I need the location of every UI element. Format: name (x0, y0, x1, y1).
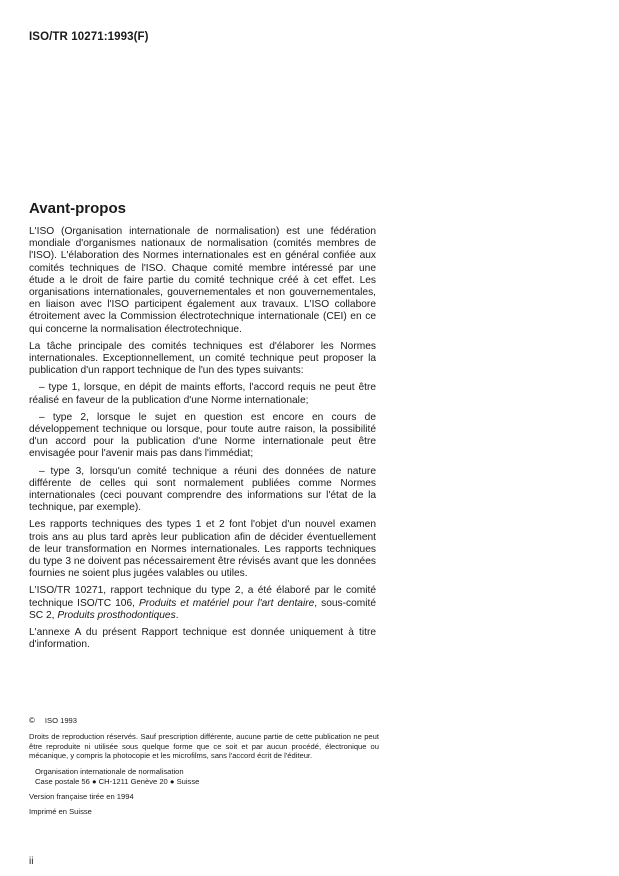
foreword-body (29, 226, 376, 657)
publisher-org: Organisation internationale de normalisation (35, 767, 184, 777)
list-item-type-3: – type 3, lorsqu'un comité technique a réuni des données de nature différente de celles qui sont normalement publiées comme Normes internationales (ceci pouvant comprendre des informations sur l'état de la technique, par exemple). (29, 465, 376, 514)
paragraph-committee (29, 585, 376, 622)
committee-name: Produits et matériel pour l'art dentaire (138, 597, 315, 609)
list-item-type-1: – type 1, lorsque, en dépit de maints efforts, l'accord requis ne peut être réalisé en faveur de la publication d'une Norme internationale; (29, 382, 376, 406)
copyright-text: ISO 1993 (44, 716, 77, 725)
copyright-footer (29, 716, 379, 821)
committee-text-start: L'ISO/TR 10271, rapport technique du type 2, a été élaboré par le comité technique ISO/TC 106, (29, 585, 376, 609)
page-number: ii (29, 856, 34, 867)
printed-note: Imprimé en Suisse (29, 806, 92, 816)
committee-text-end: . (175, 609, 179, 621)
version-note: Version française tirée en 1994 (29, 791, 134, 801)
committee-text-mid: , sous-comité SC 2, (29, 597, 377, 621)
subcommittee-name: Produits prosthodontiques (57, 609, 176, 621)
copyright-icon: © (29, 716, 35, 725)
paragraph-iso-intro: L'ISO (Organisation internationale de normalisation) est une fédération mondiale d'organismes nationaux de normalisation (comités membres de l'ISO). L'élaboration des Normes internationales est en général confiée aux comités techniques de l'ISO. Chaque comité membre intéressé par une étude a le droit de faire partie du comité technique créé à cet effet. Les organisations internationales, gouvernementales et non gouvernementales, en liaison avec l'ISO participent également aux travaux. L'ISO collabore étroitement avec la Commission électrotechnique internationale (CEI) en ce qui concerne la normalisation électrotechnique. (29, 226, 376, 335)
rights-notice: Droits de reproduction réservés. Sauf prescription différente, aucune partie de cette publication ne peut être reproduite ni utilisée sous quelque forme que ce soit et par aucun procédé, électronique ou mécanique, y compris la photocopie et les microfilms, sans l'accord écrit de l'éditeur. (29, 731, 379, 761)
paragraph-review: Les rapports techniques des types 1 et 2 font l'objet d'un nouvel examen trois ans au plus tard après leur publication afin de décider éventuellement de leur transformation en Normes internationales. Les rapports techniques du type 3 ne doivent pas nécessairement être révisés avant que les données fournies ne soient plus jugées valables ou utiles. (29, 519, 376, 580)
section-title: Avant-propos (29, 200, 126, 217)
paragraph-main-task: La tâche principale des comités techniques est d'élaborer les Normes internationales. Exceptionnellement, un comité technique peut proposer la publication d'un rapport technique de l'un des types suivants: (29, 340, 376, 377)
document-id-header: ISO/TR 10271:1993(F) (29, 31, 149, 43)
copyright-line (29, 716, 379, 726)
publisher-postal: Case postale 56 ● CH-1211 Genève 20 ● Suisse (35, 776, 200, 786)
paragraph-annex: L'annexe A du présent Rapport technique est donnée uniquement à titre d'information. (29, 627, 376, 651)
list-item-type-2: – type 2, lorsque le sujet en question est encore en cours de développement technique ou lorsque, pour toute autre raison, la possibilité d'un accord pour la publication d'une Norme internationale peut être envisagée pour l'avenir mais pas dans l'immédiat; (29, 411, 376, 460)
publisher-address (35, 767, 379, 787)
